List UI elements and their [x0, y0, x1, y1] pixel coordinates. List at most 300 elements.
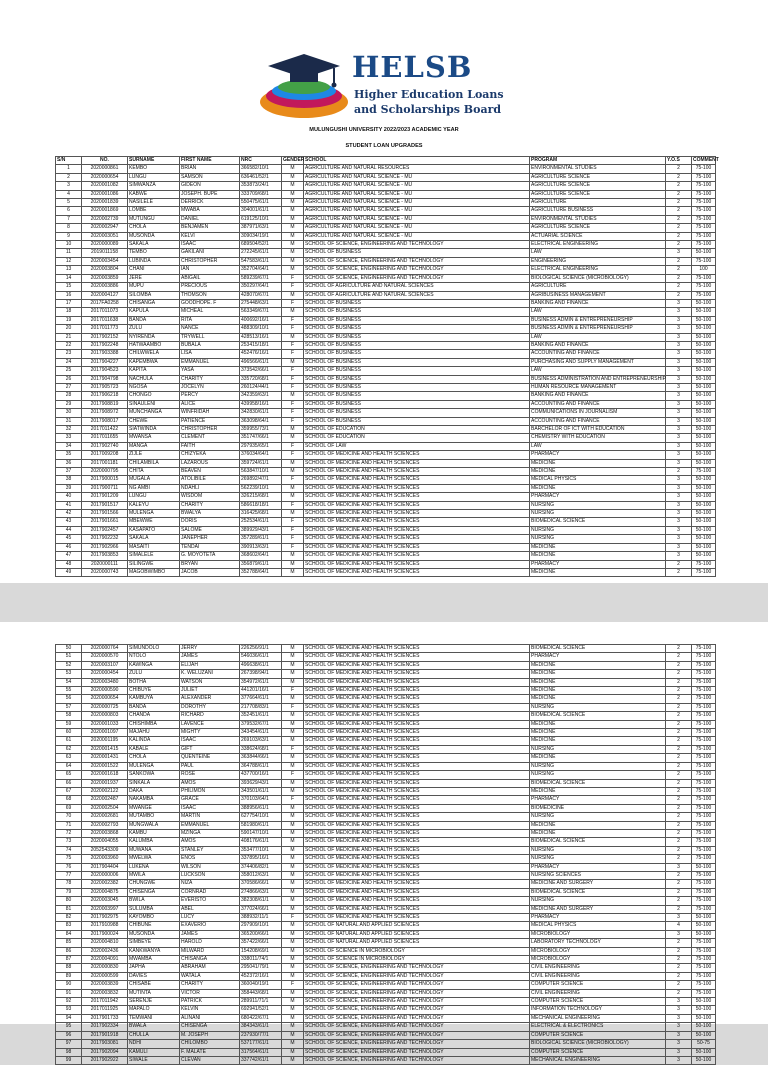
table-row: [56, 678, 716, 686]
cell-comment: 50-100: [692, 863, 716, 871]
cell-surname: NTOLO: [128, 653, 180, 661]
cell-comment: 50-100: [692, 518, 716, 526]
cell-comment: 50-100: [692, 543, 716, 551]
cell-yos: 3: [666, 510, 692, 518]
cell-surname: CHANDA: [128, 712, 180, 720]
table-row: [56, 645, 716, 653]
cell-gender: F: [282, 274, 304, 282]
cell-number: 2020004127: [82, 291, 128, 299]
cell-first-name: MILWARD: [180, 947, 240, 955]
cell-yos: 2: [666, 291, 692, 299]
cell-first-name: CHARITY: [180, 981, 240, 989]
cell-gender: M: [282, 829, 304, 837]
table-row: [56, 863, 716, 871]
cell-nrc: 441201/16/1: [240, 687, 282, 695]
cell-first-name: CHRISTOPHER: [180, 257, 240, 265]
cell-sn: 76: [56, 863, 82, 871]
cell-first-name: WATALA: [180, 972, 240, 980]
cell-nrc: 267398/94/1: [240, 670, 282, 678]
table-row: [56, 956, 716, 964]
cell-program: CHEMISTRY WITH EDUCATION: [530, 434, 666, 442]
cell-sn: 18: [56, 308, 82, 316]
cell-nrc: 359724/61/1: [240, 459, 282, 467]
cell-surname: ZULU: [128, 670, 180, 678]
cell-gender: F: [282, 543, 304, 551]
cell-gender: M: [282, 199, 304, 207]
cell-nrc: 342830/61/1: [240, 409, 282, 417]
cell-gender: F: [282, 316, 304, 324]
cell-comment: 75-100: [692, 678, 716, 686]
cell-school: SCHOOL OF BUSINESS: [304, 325, 530, 333]
cell-number: 2017904798: [82, 375, 128, 383]
table-row: [56, 972, 716, 980]
cell-surname: MAJAHU: [128, 729, 180, 737]
cell-number: 2017904227: [82, 358, 128, 366]
cell-first-name: ALICE: [180, 400, 240, 408]
cell-surname: NGOSA: [128, 383, 180, 391]
cell-comment: 50-100: [692, 426, 716, 434]
cell-gender: M: [282, 434, 304, 442]
logo-subtitle-line-1: Higher Education Loans: [354, 88, 504, 101]
cell-school: AGRICULTURE AND NATURAL RESOURCES: [304, 165, 530, 173]
cell-program: NURSING: [530, 855, 666, 863]
cell-sn: 32: [56, 426, 82, 434]
cell-first-name: DOROTHY: [180, 703, 240, 711]
cell-yos: 2: [666, 224, 692, 232]
cell-gender: M: [282, 855, 304, 863]
cell-yos: 3: [666, 1056, 692, 1064]
cell-nrc: 269892/47/1: [240, 476, 282, 484]
cell-number: 2017910988: [82, 922, 128, 930]
cell-gender: F: [282, 375, 304, 383]
cell-number: 2017903853: [82, 552, 128, 560]
table-row: [56, 350, 716, 358]
cell-first-name: EMMANUEL: [180, 821, 240, 829]
cell-first-name: CHIZYEKA: [180, 451, 240, 459]
cell-number: 2020003839: [82, 981, 128, 989]
cell-surname: DAKA: [128, 787, 180, 795]
cell-gender: M: [282, 737, 304, 745]
cell-nrc: 352788/64/1: [240, 568, 282, 576]
cell-comment: 50-100: [692, 316, 716, 324]
cell-yos: 3: [666, 1006, 692, 1014]
cell-gender: M: [282, 661, 304, 669]
cell-program: CIVIL ENGINEERING: [530, 972, 666, 980]
cell-school: SCHOOL OF MEDICINE AND HEALTH SCIENCES: [304, 484, 530, 492]
cell-school: SCHOOL OF MEDICINE AND HEALTH SCIENCES: [304, 552, 530, 560]
cell-comment: 75-100: [692, 771, 716, 779]
cell-surname: KAPEMBWA: [128, 358, 180, 366]
cell-first-name: KELVIN: [180, 1006, 240, 1014]
cell-nrc: 562239/10/1: [240, 484, 282, 492]
header-first-name: FIRST NAME: [180, 157, 240, 165]
cell-first-name: ABRAHAM: [180, 964, 240, 972]
cell-yos: 2: [666, 745, 692, 753]
cell-number: 2020000764: [82, 645, 128, 653]
table-row: [56, 190, 716, 198]
cell-school: SCHOOL OF MEDICINE AND HEALTH SCIENCES: [304, 661, 530, 669]
cell-gender: M: [282, 922, 304, 930]
cell-sn: 44: [56, 526, 82, 534]
cell-gender: M: [282, 1048, 304, 1056]
table-row: [56, 846, 716, 854]
cell-gender: M: [282, 232, 304, 240]
cell-first-name: ABIGAIL: [180, 274, 240, 282]
cell-school: AGRICULTURE AND NATURAL SCIENCE - MU: [304, 232, 530, 240]
cell-nrc: 366582/10/1: [240, 165, 282, 173]
cell-school: SCHOOL OF SCIENCE, ENGINEERING AND TECHNOLOGY: [304, 989, 530, 997]
cell-nrc: 350297/64/1: [240, 283, 282, 291]
cell-number: 2020003454: [82, 257, 128, 265]
cell-comment: 75-100: [692, 804, 716, 812]
cell-sn: 27: [56, 383, 82, 391]
cell-school: SCHOOL OF MEDICINE AND HEALTH SCIENCES: [304, 829, 530, 837]
cell-first-name: EVERISTO: [180, 897, 240, 905]
header-number: NO.: [82, 157, 128, 165]
table-row: [56, 981, 716, 989]
table-row: [56, 568, 716, 576]
cell-comment: 50-100: [692, 1006, 716, 1014]
cell-nrc: 343454/61/1: [240, 729, 282, 737]
cell-comment: 50-100: [692, 476, 716, 484]
cell-sn: 47: [56, 552, 82, 560]
cell-sn: 10: [56, 241, 82, 249]
cell-yos: 3: [666, 1048, 692, 1056]
cell-program: BUSINESS ADMIN & ENTREPRENEURSHIP: [530, 325, 666, 333]
cell-school: SCHOOL OF BUSINESS: [304, 417, 530, 425]
table-row: [56, 358, 716, 366]
cell-nrc: 335720/68/1: [240, 375, 282, 383]
table-row: [56, 400, 716, 408]
cell-program: COMPUTER SCIENCE: [530, 981, 666, 989]
cell-gender: M: [282, 190, 304, 198]
cell-sn: 85: [56, 939, 82, 947]
cell-school: AGRICULTURE AND NATURAL SCIENCE - MU: [304, 224, 530, 232]
cell-program: BIOMEDICAL SCIENCE: [530, 838, 666, 846]
cell-first-name: BRIAN: [180, 165, 240, 173]
header-nrc: NRC: [240, 157, 282, 165]
cell-number: 2020002122: [82, 787, 128, 795]
cell-number: 2020000089: [82, 241, 128, 249]
cell-gender: M: [282, 821, 304, 829]
cell-nrc: 428070/67/1: [240, 291, 282, 299]
cell-number: 2020001937: [82, 779, 128, 787]
cell-surname: BWILA: [128, 897, 180, 905]
cell-sn: 95: [56, 1023, 82, 1031]
table-row: [56, 257, 716, 265]
cell-first-name: GAKILANI: [180, 249, 240, 257]
cell-comment: 75-100: [692, 661, 716, 669]
cell-yos: 3: [666, 409, 692, 417]
cell-program: AGRICULTURE SCIENCE: [530, 190, 666, 198]
cell-comment: 50-100: [692, 383, 716, 391]
cell-sn: 26: [56, 375, 82, 383]
cell-sn: 68: [56, 796, 82, 804]
cell-number: 2020002947: [82, 224, 128, 232]
cell-school: SCHOOL OF MEDICINE AND HEALTH SCIENCES: [304, 745, 530, 753]
cell-school: AGRICULTURE AND NATURAL SCIENCE - MU: [304, 182, 530, 190]
cell-program: PHARMACY: [530, 560, 666, 568]
cell-sn: 1: [56, 165, 82, 173]
cell-first-name: KELVI: [180, 232, 240, 240]
cell-yos: 2: [666, 661, 692, 669]
cell-nrc: 619125/10/1: [240, 215, 282, 223]
cell-surname: CHISHIMBA: [128, 720, 180, 728]
table-row: [56, 375, 716, 383]
cell-yos: 3: [666, 459, 692, 467]
cell-program: NURSING: [530, 510, 666, 518]
cell-first-name: AMOS: [180, 779, 240, 787]
cell-gender: M: [282, 207, 304, 215]
cell-yos: 2: [666, 568, 692, 576]
cell-sn: 98: [56, 1048, 82, 1056]
cell-school: SCHOOL OF MEDICINE AND HEALTH SCIENCES: [304, 905, 530, 913]
cell-yos: 2: [666, 855, 692, 863]
cell-surname: KALEYU: [128, 501, 180, 509]
cell-number: 2020001522: [82, 762, 128, 770]
cell-number: 2017011422: [82, 426, 128, 434]
cell-program: AGRIBUSINESS MANAGEMENT: [530, 291, 666, 299]
cell-surname: CHIBUNE: [128, 922, 180, 930]
cell-program: PHARMACY: [530, 796, 666, 804]
cell-program: MEDICINE: [530, 468, 666, 476]
cell-program: CIVIL ENGINEERING: [530, 964, 666, 972]
cell-nrc: 326215/68/1: [240, 493, 282, 501]
cell-comment: 50-100: [692, 249, 716, 257]
cell-school: SCHOOL OF MEDICINE AND HEALTH SCIENCES: [304, 813, 530, 821]
cell-first-name: JULIET: [180, 687, 240, 695]
cell-program: ACCOUNTING AND FINANCE: [530, 400, 666, 408]
cell-yos: 2: [666, 956, 692, 964]
cell-surname: JERE: [128, 274, 180, 282]
cell-comment: 75-100: [692, 981, 716, 989]
cell-comment: 75-100: [692, 796, 716, 804]
header-gender: GENDER: [283, 157, 305, 163]
table-row: [56, 729, 716, 737]
cell-nrc: 295041/79/1: [240, 964, 282, 972]
cell-yos: 2: [666, 712, 692, 720]
cell-first-name: NIZA: [180, 880, 240, 888]
cell-first-name: LUCY: [180, 914, 240, 922]
cell-program: AGRICULTURE SCIENCE: [530, 224, 666, 232]
cell-yos: 2: [666, 215, 692, 223]
cell-school: SCHOOL OF MEDICINE AND HEALTH SCIENCES: [304, 468, 530, 476]
cell-sn: 46: [56, 543, 82, 551]
cell-surname: CHISENGA: [128, 888, 180, 896]
cell-sn: 88: [56, 964, 82, 972]
cell-yos: 3: [666, 914, 692, 922]
cell-comment: 50-100: [692, 325, 716, 333]
cell-surname: MAPALO: [128, 1006, 180, 1014]
cell-comment: 75-100: [692, 729, 716, 737]
cell-number: 2020000590: [82, 687, 128, 695]
cell-nrc: 274866/63/1: [240, 888, 282, 896]
cell-number: 2020000830: [82, 964, 128, 972]
table-row: [56, 383, 716, 391]
cell-sn: 77: [56, 871, 82, 879]
table-row: [56, 459, 716, 467]
table-row: [56, 670, 716, 678]
cell-comment: 50-100: [692, 535, 716, 543]
cell-school: SCHOOL OF MEDICINE AND HEALTH SCIENCES: [304, 501, 530, 509]
table-row: [56, 871, 716, 879]
cell-nrc: 384343/61/1: [240, 1023, 282, 1031]
cell-number: 2020000454: [82, 670, 128, 678]
table-row: [56, 737, 716, 745]
cell-first-name: ALINANI: [180, 1014, 240, 1022]
cell-nrc: 338011/74/1: [240, 956, 282, 964]
cell-first-name: SALOME: [180, 526, 240, 534]
table-row: [56, 804, 716, 812]
cell-comment: 100: [692, 266, 716, 274]
cell-sn: 64: [56, 762, 82, 770]
cell-sn: 72: [56, 829, 82, 837]
cell-school: SCHOOL OF MEDICINE AND HEALTH SCIENCES: [304, 888, 530, 896]
cell-school: SCHOOL OF BUSINESS: [304, 409, 530, 417]
cell-school: SCHOOL OF SCIENCE, ENGINEERING AND TECHNOLOGY: [304, 241, 530, 249]
cell-surname: MWILA: [128, 871, 180, 879]
cell-sn: 94: [56, 1014, 82, 1022]
cell-nrc: 352704/64/1: [240, 266, 282, 274]
cell-number: 2020001431: [82, 754, 128, 762]
cell-program: COMPUTER SCIENCE: [530, 1048, 666, 1056]
cell-program: NURSING: [530, 813, 666, 821]
table-row: [56, 224, 716, 232]
cell-number: 2017011638: [82, 316, 128, 324]
cell-school: SCHOOL OF SCIENCE, ENGINEERING AND TECHNOLOGY: [304, 1023, 530, 1031]
cell-sn: 16: [56, 291, 82, 299]
cell-first-name: JOCELYN: [180, 383, 240, 391]
cell-surname: SIMWANZA: [128, 182, 180, 190]
cell-first-name: ISAAC: [180, 804, 240, 812]
cell-gender: M: [282, 846, 304, 854]
cell-sn: 99: [56, 1056, 82, 1064]
cell-program: MEDICAL PHYSICS: [530, 476, 666, 484]
cell-program: BIOMEDICAL SCIENCE: [530, 645, 666, 653]
cell-gender: F: [282, 771, 304, 779]
cell-school: SCHOOL OF SCIENCE, ENGINEERING AND TECHNOLOGY: [304, 1048, 530, 1056]
cell-yos: 2: [666, 687, 692, 695]
cell-first-name: NDAHLI: [180, 484, 240, 492]
graduation-cap-icon: [256, 44, 352, 134]
cell-sn: 24: [56, 358, 82, 366]
cell-comment: 75-100: [692, 846, 716, 854]
cell-number: 2020002436: [82, 947, 128, 955]
cell-nrc: 389929/43/1: [240, 526, 282, 534]
cell-school: SCHOOL OF MEDICINE AND HEALTH SCIENCES: [304, 863, 530, 871]
cell-yos: 4: [666, 922, 692, 930]
cell-first-name: ABEL: [180, 905, 240, 913]
cell-sn: 70: [56, 813, 82, 821]
table-row: [56, 274, 716, 282]
cell-comment: 75-100: [692, 813, 716, 821]
cell-school: SCHOOL OF SCIENCE IN MICROBIOLOGY: [304, 947, 530, 955]
cell-program: NURSING: [530, 897, 666, 905]
cell-number: 2020001082: [82, 182, 128, 190]
cell-number: 2017903081: [82, 1040, 128, 1048]
cell-gender: F: [282, 299, 304, 307]
cell-program: MEDICINE: [530, 720, 666, 728]
cell-number: 2020001195: [82, 737, 128, 745]
cell-nrc: 408176/61/1: [240, 838, 282, 846]
cell-gender: M: [282, 712, 304, 720]
cell-surname: MWELWA: [128, 855, 180, 863]
cell-gender: M: [282, 888, 304, 896]
cell-nrc: 563847/10/1: [240, 468, 282, 476]
cell-sn: 55: [56, 687, 82, 695]
cell-first-name: RITA: [180, 316, 240, 324]
cell-sn: 17: [56, 299, 82, 307]
cell-number: 2017908819: [82, 400, 128, 408]
cell-first-name: WISDOM: [180, 493, 240, 501]
table-row: [56, 762, 716, 770]
cell-gender: F: [282, 501, 304, 509]
table-row: [56, 880, 716, 888]
cell-surname: SIMALELE: [128, 552, 180, 560]
cell-first-name: JACOB: [180, 568, 240, 576]
cell-gender: M: [282, 182, 304, 190]
cell-yos: 2: [666, 829, 692, 837]
cell-comment: 75-100: [692, 829, 716, 837]
cell-number: 2017900015: [82, 476, 128, 484]
cell-sn: 73: [56, 838, 82, 846]
cell-program: MEDICINE: [530, 695, 666, 703]
cell-yos: 2: [666, 897, 692, 905]
cell-comment: 50-100: [692, 308, 716, 316]
cell-sn: 13: [56, 266, 82, 274]
table-row: [56, 914, 716, 922]
cell-sn: 52: [56, 661, 82, 669]
cell-sn: 12: [56, 257, 82, 265]
cell-number: 2017009208: [82, 451, 128, 459]
cell-nrc: 354972/61/1: [240, 678, 282, 686]
cell-school: SCHOOL OF AGRICULTURE AND NATURAL SCIENCES: [304, 291, 530, 299]
cell-number: 2017900711: [82, 484, 128, 492]
cell-gender: M: [282, 1056, 304, 1064]
cell-program: MEDICINE AND SURGERY: [530, 905, 666, 913]
cell-first-name: BWALYA: [180, 510, 240, 518]
table-row: [56, 829, 716, 837]
cell-number: 2020001618: [82, 771, 128, 779]
cell-comment: 75-100: [692, 905, 716, 913]
cell-first-name: STANLEY: [180, 846, 240, 854]
cell-surname: BOTHA: [128, 678, 180, 686]
cell-comment: 50-100: [692, 914, 716, 922]
cell-surname: MULENGA: [128, 510, 180, 518]
cell-nrc: 352451/61/1: [240, 712, 282, 720]
cell-gender: M: [282, 257, 304, 265]
cell-nrc: 358443/68/1: [240, 989, 282, 997]
cell-sn: 49: [56, 568, 82, 576]
cell-sn: 62: [56, 745, 82, 753]
cell-first-name: WINFRIDAH: [180, 409, 240, 417]
cell-number: 2017903388: [82, 350, 128, 358]
cell-first-name: M. JOSEPH: [180, 1031, 240, 1039]
cell-surname: MANGA: [128, 442, 180, 450]
cell-program: COMPUTER SCIENCE: [530, 1031, 666, 1039]
cell-school: SCHOOL OF MEDICINE AND HEALTH SCIENCES: [304, 535, 530, 543]
cell-gender: F: [282, 283, 304, 291]
cell-gender: M: [282, 468, 304, 476]
cell-gender: M: [282, 1006, 304, 1014]
cell-surname: BANDA: [128, 703, 180, 711]
cell-first-name: FAITH: [180, 442, 240, 450]
cell-first-name: GIFT: [180, 745, 240, 753]
cell-nrc: 496638/61/1: [240, 661, 282, 669]
cell-program: MICROBIOLOGY: [530, 956, 666, 964]
cell-yos: 2: [666, 645, 692, 653]
cell-first-name: TRYWELL: [180, 333, 240, 341]
